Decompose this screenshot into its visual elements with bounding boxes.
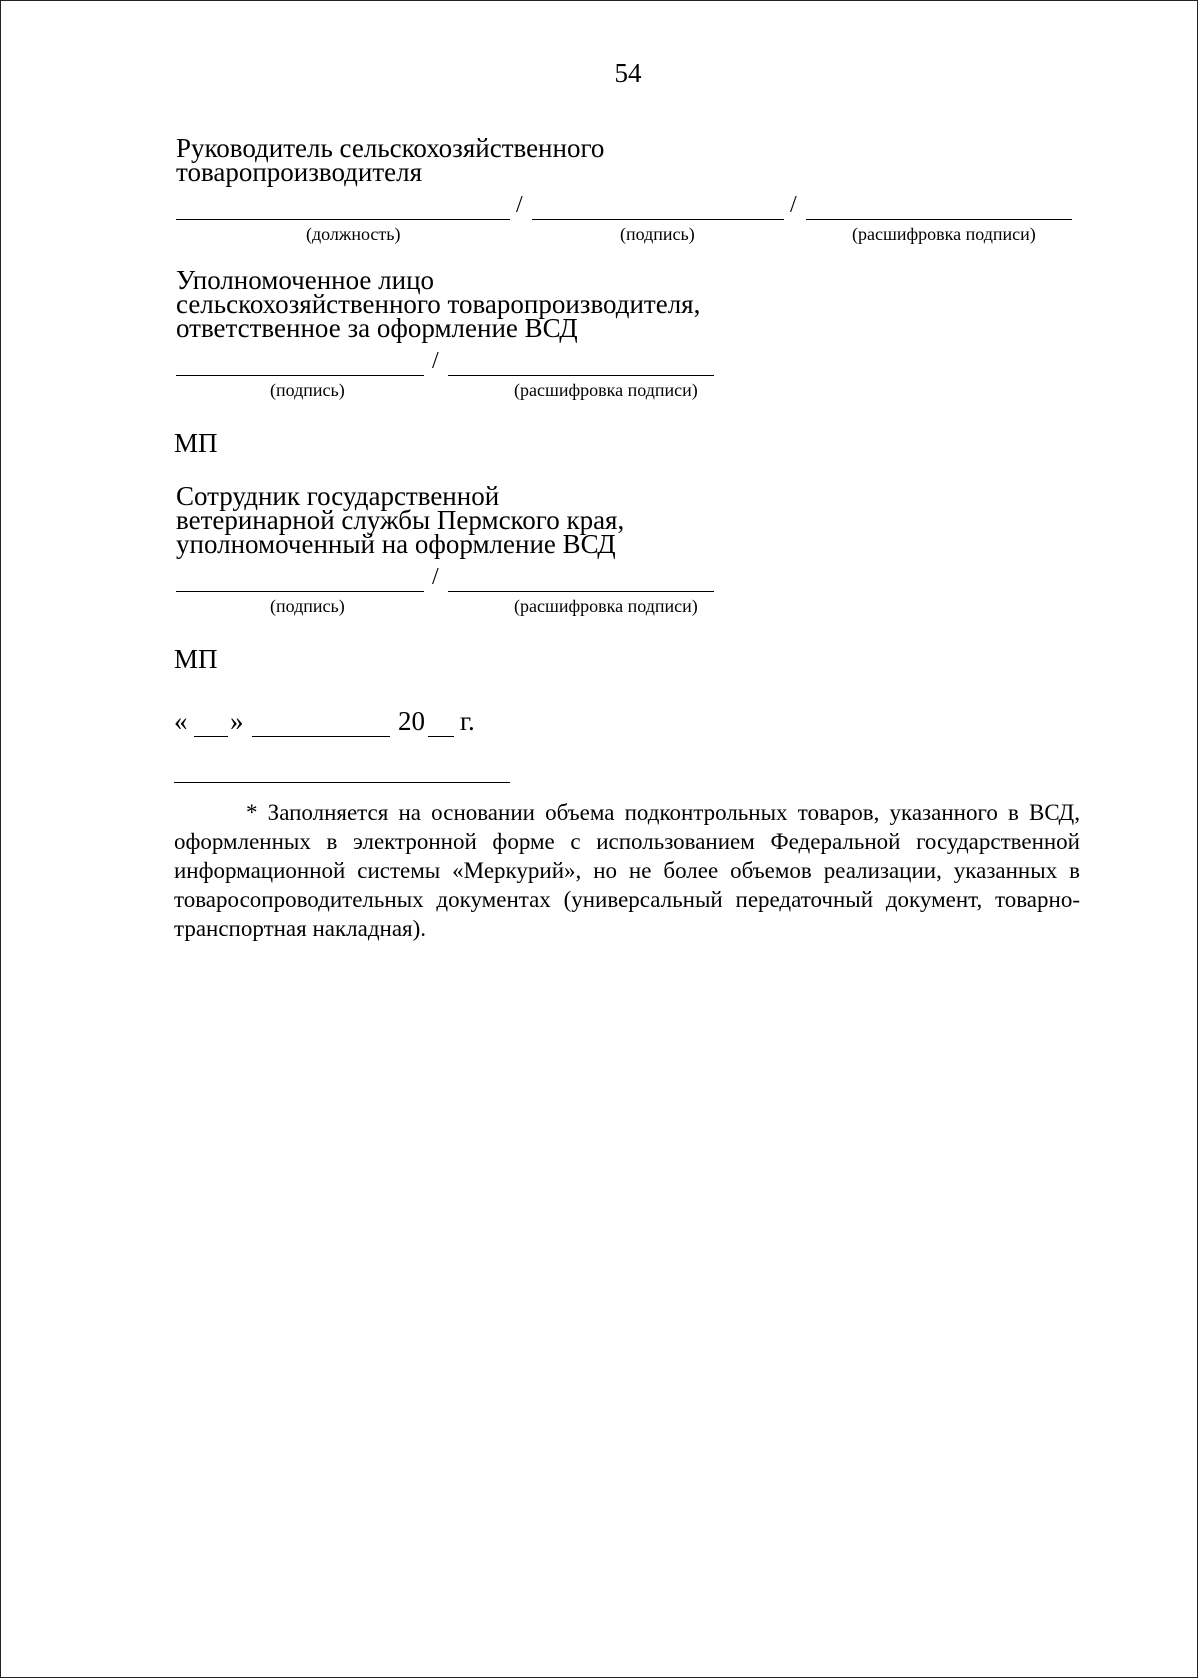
block3-title-line3: уполномоченный на оформление ВСД bbox=[176, 529, 616, 559]
page-number: 54 bbox=[614, 58, 642, 88]
date-year-suffix: г. bbox=[460, 706, 475, 736]
block3-signature-line bbox=[176, 591, 424, 592]
block1-title-line1: Руководитель сельскохозяйственного bbox=[176, 133, 605, 163]
date-year-line bbox=[428, 736, 454, 737]
date-day-line bbox=[194, 736, 228, 737]
footnote-separator bbox=[174, 782, 510, 783]
block1-position-line bbox=[176, 219, 510, 220]
block3-title-line2: ветеринарной службы Пермского края, bbox=[176, 505, 625, 535]
block1-caption-signature: (подпись) bbox=[620, 224, 695, 244]
date-open-quote: « bbox=[174, 706, 188, 736]
block3-title-line1: Сотрудник государственной bbox=[176, 481, 500, 511]
block3-decoding-line bbox=[448, 591, 714, 592]
date-month-line bbox=[252, 736, 390, 737]
block2-signature-line bbox=[176, 375, 424, 376]
block1-caption-decoding: (расшифровка подписи) bbox=[852, 224, 1036, 244]
block3-caption-signature: (подпись) bbox=[270, 596, 345, 616]
block1-separator-2: / bbox=[790, 192, 797, 218]
stamp-place-1: МП bbox=[174, 428, 218, 458]
block2-decoding-line bbox=[448, 375, 714, 376]
block2-title-line3: ответственное за оформление ВСД bbox=[176, 313, 578, 343]
date-close-quote: » bbox=[230, 706, 244, 736]
block1-title-line2: товаропроизводителя bbox=[176, 157, 423, 187]
block2-title-line2: сельскохозяйственного товаропроизводителя, bbox=[176, 289, 701, 319]
block2-caption-signature: (подпись) bbox=[270, 380, 345, 400]
block1-separator-1: / bbox=[516, 192, 523, 218]
block3-separator: / bbox=[432, 564, 439, 590]
block1-decoding-line bbox=[806, 219, 1072, 220]
block1-signature-line bbox=[532, 219, 784, 220]
block2-title-line1: Уполномоченное лицо bbox=[176, 265, 435, 295]
footnote bbox=[174, 798, 1080, 943]
block3-caption-decoding: (расшифровка подписи) bbox=[514, 596, 698, 616]
block2-separator: / bbox=[432, 348, 439, 374]
date-year-prefix: 20 bbox=[398, 706, 425, 736]
stamp-place-2: МП bbox=[174, 644, 218, 674]
footnote-text: * Заполняется на основании объема подконтрольных товаров, указанного в ВСД, оформленных в электронной форме с использованием Федеральной государственной информационной системы «Меркурий», но не более объемов реализации, указанных в товаросопроводительных документах (универсальный передаточный документ, товарно-транспортная накладная). bbox=[174, 800, 1080, 941]
block2-caption-decoding: (расшифровка подписи) bbox=[514, 380, 698, 400]
block1-caption-position: (должность) bbox=[306, 224, 401, 244]
